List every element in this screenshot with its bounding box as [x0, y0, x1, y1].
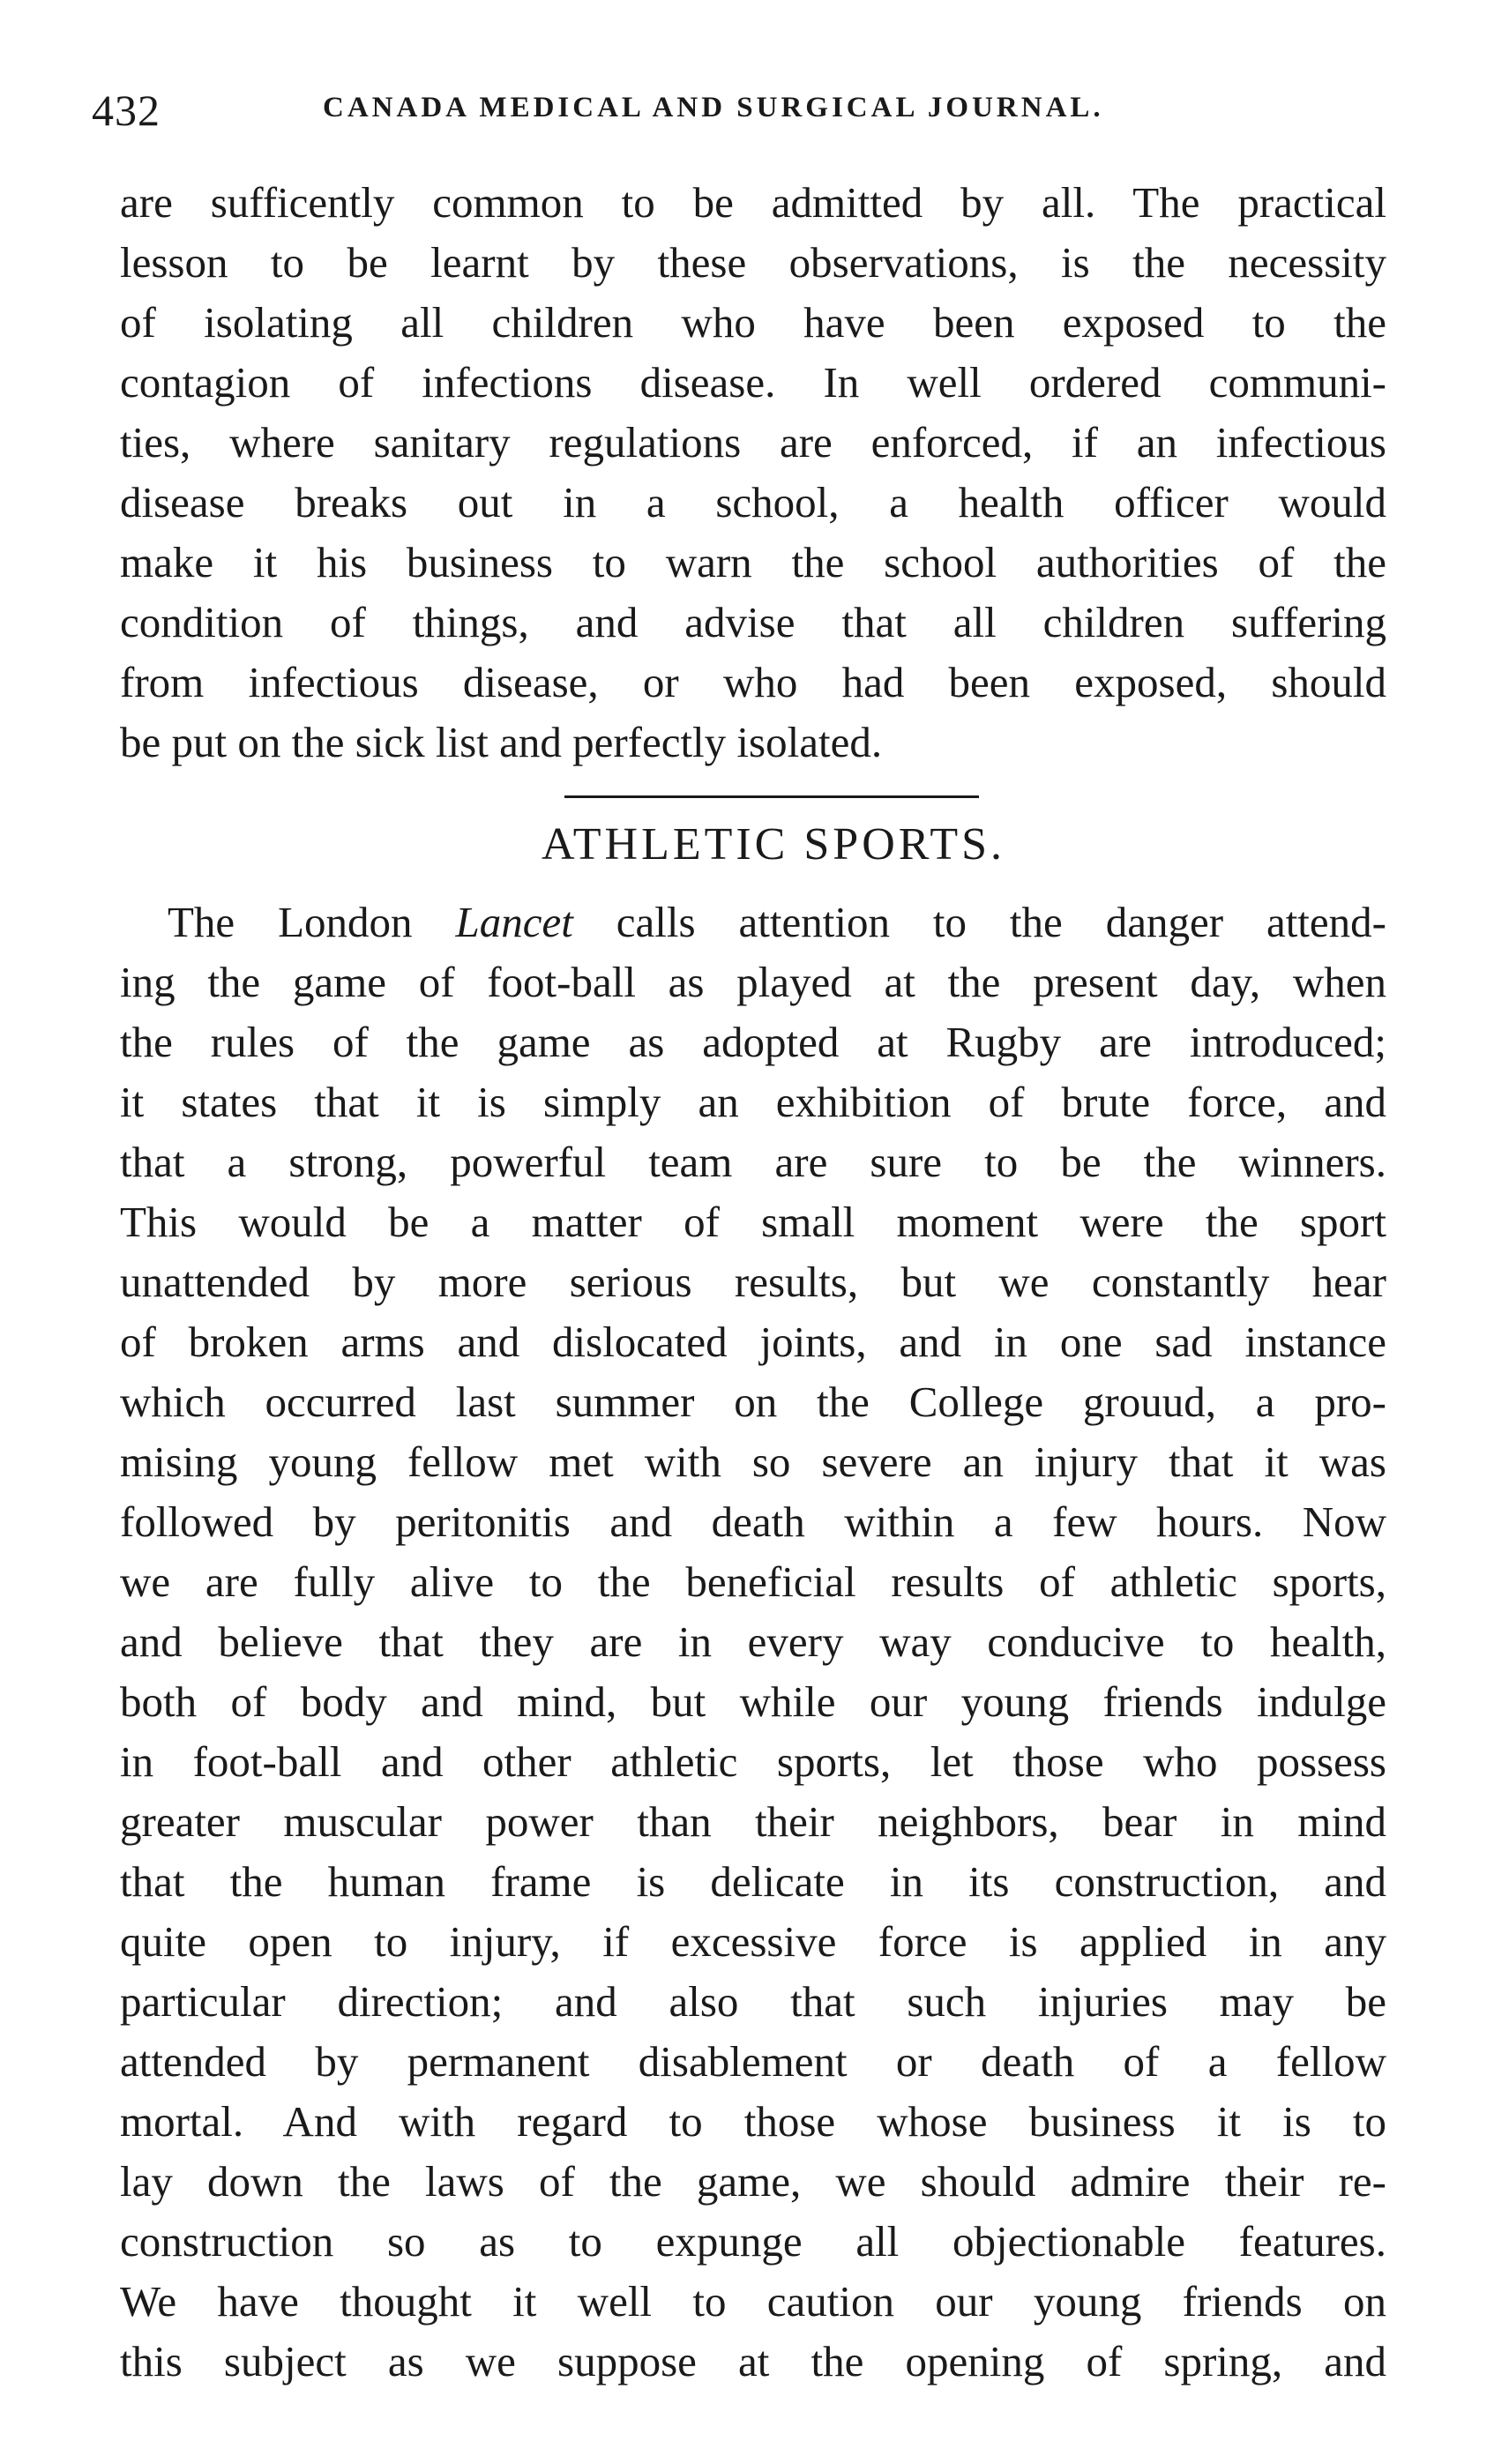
text-line: mising young fellow met with so severe an injury that it was [120, 1437, 1386, 1486]
text-line: construction so as to expunge all objectionable features. [120, 2217, 1386, 2266]
text-line: attended by permanent disablement or death of a fellow [120, 2037, 1386, 2086]
text-line: it states that it is simply an exhibition of brute force, and [120, 1078, 1386, 1126]
text-line: disease breaks out in a school, a health officer would [120, 478, 1386, 526]
journal-title: CANADA MEDICAL AND SURGICAL JOURNAL. [323, 92, 1104, 123]
page-number: 432 [92, 86, 161, 135]
text-line: in foot-ball and other athletic sports, let those who possess [120, 1737, 1386, 1786]
text-line: the rules of the game as adopted at Rugby are introduced; [120, 1018, 1386, 1066]
lancet-italic: Lancet [455, 898, 573, 946]
text-line: both of body and mind, but while our young friends indulge [120, 1677, 1386, 1726]
section-heading: ATHLETIC SPORTS. [541, 819, 1006, 870]
paragraph-athletic-sports [120, 892, 1386, 2392]
text-line: greater muscular power than their neighbors, bear in mind [120, 1797, 1386, 1846]
text-line: are sufficently common to be admitted by all. The practical [120, 178, 1386, 227]
text-line: that a strong, powerful team are sure to be the winners. [120, 1138, 1386, 1186]
text-line: which occurred last summer on the College grouud, a pro- [120, 1378, 1386, 1426]
running-head [92, 85, 1397, 138]
text-line: lesson to be learnt by these observations, is the necessity [120, 238, 1386, 287]
text-line: ties, where sanitary regulations are enforced, if an infectious [120, 418, 1386, 467]
text-line: contagion of infections disease. In well ordered communi- [120, 358, 1386, 407]
text-line: of isolating all children who have been exposed to the [120, 298, 1386, 347]
text-line: that the human frame is delicate in its construction, and [120, 1857, 1386, 1906]
text-line: This would be a matter of small moment were the sport [120, 1198, 1386, 1246]
text-fragment: calls attention to the danger attend- [572, 898, 1386, 946]
text-line: from infectious disease, or who had been exposed, should [120, 658, 1386, 706]
text-line: of broken arms and dislocated joints, and in one sad instance [120, 1318, 1386, 1366]
text-line: mortal. And with regard to those whose business it is to [120, 2097, 1386, 2146]
text-line: this subject as we suppose at the opening of spring, and [120, 2337, 1386, 2386]
text-line: unattended by more serious results, but we constantly hear [120, 1258, 1386, 1306]
text-line: quite open to injury, if excessive force is applied in any [120, 1917, 1386, 1966]
text-line: condition of things, and advise that all children suffering [120, 598, 1386, 646]
text-line: we are fully alive to the beneficial results of athletic sports, [120, 1557, 1386, 1606]
text-line: and believe that they are in every way conducive to health, [120, 1617, 1386, 1666]
text-line: We have thought it well to caution our young friends on [120, 2277, 1386, 2326]
text-line: ing the game of foot-ball as played at the present day, when [120, 958, 1386, 1006]
text-line: followed by peritonitis and death within a few hours. Now [120, 1497, 1386, 1546]
section-divider [564, 795, 979, 798]
text-line: particular direction; and also that such injuries may be [120, 1977, 1386, 2026]
text-line: be put on the sick list and perfectly isolated. [120, 718, 883, 766]
text-line-first [120, 892, 1386, 952]
text-fragment: The London [168, 898, 456, 946]
paragraph-isolation [120, 173, 1386, 773]
text-line: make it his business to warn the school authorities of the [120, 538, 1386, 586]
text-line: lay down the laws of the game, we should admire their re- [120, 2157, 1386, 2206]
